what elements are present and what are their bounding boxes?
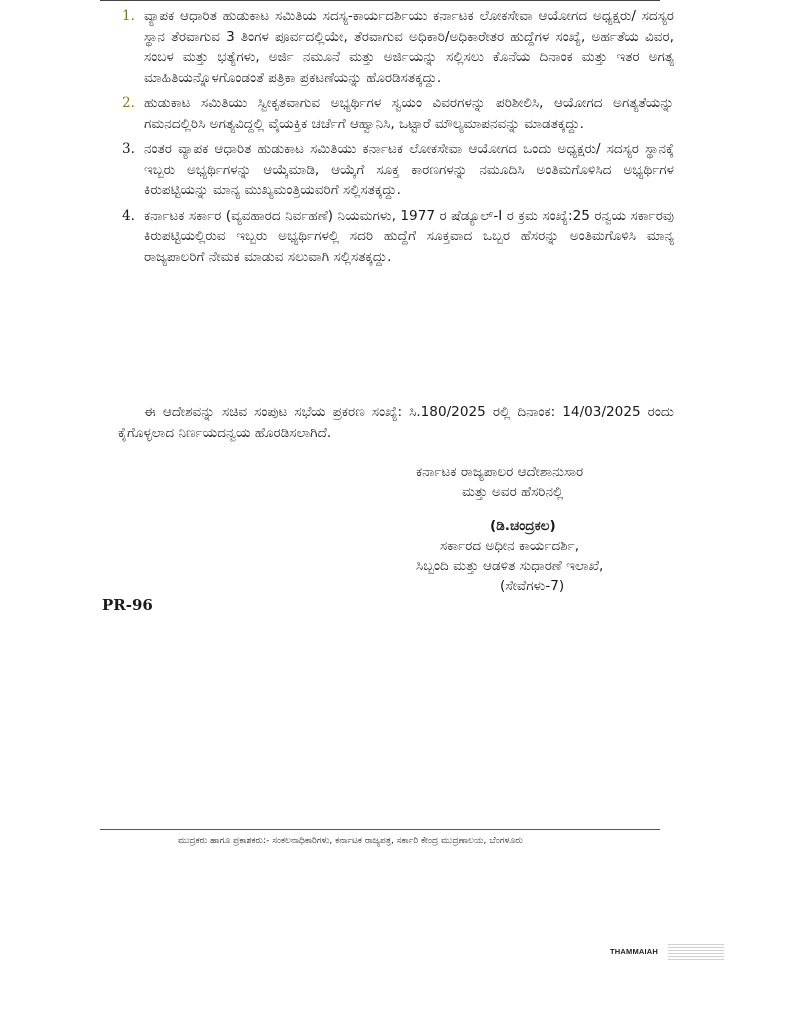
order-line-2: ಮತ್ತು ಅವರ ಹೆಸರಿನಲ್ಲಿ xyxy=(462,484,564,500)
list-item xyxy=(118,206,674,268)
list-item xyxy=(118,139,674,201)
stamp-fine-print xyxy=(668,944,724,960)
list-item xyxy=(118,93,674,134)
pr-code: PR-96 xyxy=(102,596,153,614)
signatory-designation: ಸರ್ಕಾರದ ಅಧೀನ ಕಾರ್ಯದರ್ಶಿ, xyxy=(440,538,580,554)
signatory-name: (ಡಿ.ಚಂದ್ರಕಲ) xyxy=(490,518,556,534)
item-number: 3. xyxy=(122,141,135,157)
signatory-section: (ಸೇವೆಗಳು-7) xyxy=(500,578,565,594)
signatory-department: ಸಿಬ್ಬಂದಿ ಮತ್ತು ಆಡಳಿತ ಸುಧಾರಣೆ ಇಲಾಖೆ, xyxy=(416,558,604,574)
item-text: ನಂತರ ವ್ಯಾಪಕ ಆಧಾರಿತ ಹುಡುಕಾಟ ಸಮಿತಿಯು ಕರ್ನಾಟಕ ಲೋಕಸೇವಾ ಆಯೋಗದ ಒಂದು ಅಧ್ಯಕ್ಷರು/ ಸದಸ್ಯರ ಸ್ಥಾನಕ್ಕೆ ಇಬ್ಬರು ಅಭ್ಯರ್ಥಿಗಳನ್ನು ಆಯ್ಕೆಮಾಡಿ, ಆಯ್ಕೆಗೆ ಸೂಕ್ತ ಕಾರಣಗಳನ್ನು ನಮೂದಿಸಿ ಅಂತಿಮಗೊಳಿಸಿದ ಅಭ್ಯರ್ಥಿಗಳ ಕಿರುಪಟ್ಟಿಯನ್ನು ಮಾನ್ಯ ಮುಖ್ಯಮಂತ್ರಿಯವರಿಗೆ ಸಲ್ಲಿಸತಕ್ಕದ್ದು. xyxy=(144,141,674,198)
item-number: 4. xyxy=(122,207,135,224)
operator-stamp: THAMMAIAH xyxy=(610,947,659,956)
item-text: ಹುಡುಕಾಟ ಸಮಿತಿಯು ಸ್ವೀಕೃತವಾಗುವ ಅಭ್ಯರ್ಥಿಗಳ ಸ್ವಯಂ ವಿವರಗಳನ್ನು ಪರಿಶೀಲಿಸಿ, ಆಯೋಗದ ಅಗತ್ಯತೆಯನ್ನು ಗಮನದಲ್ಲಿರಿಸಿ ಅಗತ್ಯವಿದ್ದಲ್ಲಿ ವೈಯಕ್ತಿಕ ಚರ್ಚೆಗೆ ಆಹ್ವಾನಿಸಿ, ಒಟ್ಟಾರೆ ಮೌಲ್ಯಮಾಪನವನ್ನು ಮಾಡತಕ್ಕದ್ದು. xyxy=(144,95,674,132)
closing-paragraph: ಈ ಆದೇಶವನ್ನು ಸಚಿವ ಸಂಪುಟ ಸಭೆಯ ಪ್ರಕರಣ ಸಂಖ್ಯೆ: ಸಿ.180/2025 ರಲ್ಲಿ ದಿನಾಂಕ: 14/03/2025 ರಂದು ಕೈಗೊಳ್ಳಲಾದ ನಿರ್ಣಯದನ್ವಯ ಹೊರಡಿಸಲಾಗಿದೆ. xyxy=(118,404,674,441)
item-number: 1. xyxy=(122,8,135,24)
item-text: ವ್ಯಾಪಕ ಆಧಾರಿತ ಹುಡುಕಾಟ ಸಮಿತಿಯ ಸದಸ್ಯ-ಕಾರ್ಯದರ್ಶಿಯು ಕರ್ನಾಟಕ ಲೋಕಸೇವಾ ಆಯೋಗದ ಅಧ್ಯಕ್ಷರು/ ಸದಸ್ಯರ ಸ್ಥಾನ ತೆರವಾಗುವ 3 ತಿಂಗಳ ಪೂರ್ವದಲ್ಲಿಯೇ, ತೆರವಾಗುವ ಅಧಿಕಾರಿ/ಅಧಿಕಾರೇತರ ಹುದ್ದೆಗಳ ಸಂಖ್ಯೆ, ಅರ್ಹತೆಯ ವಿವರ, ಸಂಬಳ ಮತ್ತು ಭತ್ಯೆಗಳು, ಅರ್ಜಿ ನಮೂನೆ ಮತ್ತು ಅರ್ಜಿಯನ್ನು ಸಲ್ಲಿಸಲು ಕೊನೆಯ ದಿನಾಂಕ ಮತ್ತು ಇತರ ಅಗತ್ಯ ಮಾಹಿತಿಯನ್ನೊಳಗೊಂಡಂತೆ ಪತ್ರಿಕಾ ಪ್ರಕಟಣೆಯನ್ನು ಹೊರಡಿಸತಕ್ಕದ್ದು. xyxy=(144,8,674,86)
procedure-list xyxy=(118,6,674,272)
printer-footer: ಮುದ್ರಕರು ಹಾಗೂ ಪ್ರಕಾಶಕರು:- ಸಂಕಲನಾಧಿಕಾರಿಗಳು, ಕರ್ನಾಟಕ ರಾಜ್ಯಪತ್ರ, ಸರ್ಕಾರಿ ಕೇಂದ್ರ ಮುದ್ರಣಾಲಯ, ಬೆಂಗಳೂರು xyxy=(178,836,523,846)
item-number: 2. xyxy=(122,95,135,111)
footer-divider xyxy=(100,829,660,830)
top-divider xyxy=(100,0,660,1)
order-line-1: ಕರ್ನಾಟಕ ರಾಜ್ಯಪಾಲರ ಆದೇಶಾನುಸಾರ xyxy=(416,464,584,480)
item-text: ಕರ್ನಾಟಕ ಸರ್ಕಾರ (ವ್ಯವಹಾರದ ನಿರ್ವಹಣೆ) ನಿಯಮಗಳು, 1977 ರ ಷೆಡ್ಯೂಲ್-I ರ ಕ್ರಮ ಸಂಖ್ಯೆ:25 ರನ್ವಯ ಸರ್ಕಾರವು ಕಿರುಪಟ್ಟಿಯಲ್ಲಿರುವ ಇಬ್ಬರು ಅಭ್ಯರ್ಥಿಗಳಲ್ಲಿ ಸದರಿ ಹುದ್ದೆಗೆ ಸೂಕ್ತವಾದ ಒಬ್ಬರ ಹೆಸರನ್ನು ಅಂತಿಮಗೊಳಿಸಿ ಮಾನ್ಯ ರಾಜ್ಯಪಾಲರಿಗೆ ನೇಮಕ ಮಾಡುವ ಸಲುವಾಗಿ ಸಲ್ಲಿಸತಕ್ಕದ್ದು. xyxy=(144,207,674,265)
list-item xyxy=(118,6,674,88)
